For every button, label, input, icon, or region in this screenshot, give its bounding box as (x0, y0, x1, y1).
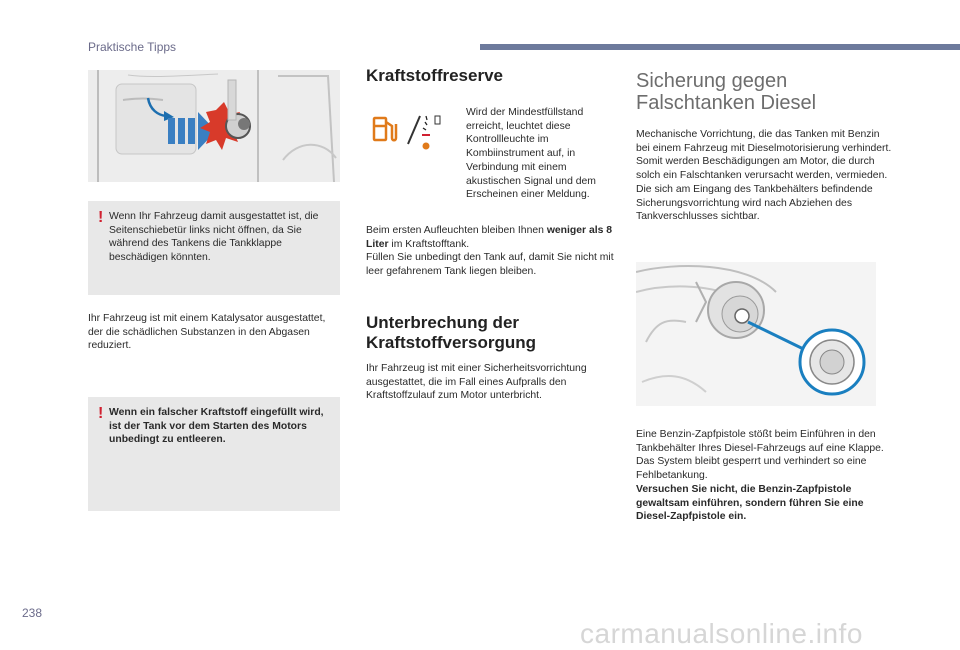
cutoff-paragraph: Ihr Fahrzeug ist mit einer Sicherheitsvorrichtung ausgestattet, die im Fall eines Aufpralls den Kraftstoffzulauf zum Motor unterbricht. (366, 363, 587, 402)
warning-box-sliding-door (88, 201, 340, 295)
watermark: carmanualsonline.info (580, 618, 863, 649)
fuel-warning-lamp-icon (370, 108, 450, 160)
warning-box-wrong-fuel (88, 397, 340, 511)
heading-fuel-cutoff: Unterbrechung der Kraftstoffversorgung (366, 313, 537, 352)
warning-text: Wenn Ihr Fahrzeug damit ausgestattet ist, die Seitenschiebetür links nicht öffnen, da Sie während des Tankens die Tankklappe beschädigen könnten. (109, 211, 319, 264)
header-accent-bar (480, 44, 960, 50)
reserve-detail-bold: weniger als 8 Liter (366, 225, 613, 250)
misfuel-paragraph (636, 128, 894, 224)
benzin-bold-text: Versuchen Sie nicht, die Benzin-Zapfpistole gewaltsam einführen, sondern führen Sie eine Diesel-Zapfpistole ein. (636, 483, 864, 523)
warning-exclamation-icon: ! (98, 405, 104, 422)
reserve-paragraph: Wird der Mindestfüllstand erreicht, leuchtet diese Kontrollleuchte im Kombiinstrument auf, in Verbindung mit einem akustischen Signal und dem Erscheinen einer Meldung. (466, 107, 596, 201)
heading-misfuel-prevention: Sicherung gegen Falschtanken Diesel (636, 70, 817, 114)
warning-exclamation-icon: ! (98, 209, 104, 226)
catalyst-paragraph: Ihr Fahrzeug ist mit einem Katalysator ausgestattet, der die schädlichen Substanzen in den Abgasen reduziert. (88, 313, 326, 352)
reserve-detail-suffix: im Kraftstofftank. (388, 238, 470, 250)
benzin-paragraph (636, 428, 894, 524)
misfuel-device-illustration (636, 262, 876, 406)
misfuel-text-1: Mechanische Vorrichtung, die das Tanken mit Benzin bei einem Fahrzeug mit Dieselmotorisierung verhindert. Somit werden Beschädigungen am Motor, die durch solch ein Falschtanken verursacht werden, vermieden. (636, 129, 892, 182)
reserve-detail-paragraph (366, 224, 614, 279)
fuel-flap-illustration (88, 70, 340, 182)
misfuel-text-2: Die sich am Eingang des Tankbehälters befindende Sicherungsvorrichtung wird nach Abziehen des Tankverschlusses sichtbar. (636, 183, 873, 223)
page-number: 238 (22, 606, 43, 620)
heading-fuel-reserve: Kraftstoffreserve (366, 66, 503, 85)
reserve-detail-2: Füllen Sie unbedingt den Tank auf, damit Sie nicht mit leer gefahrenem Tank liegen bleiben. (366, 252, 614, 278)
benzin-text: Eine Benzin-Zapfpistole stößt beim Einführen in den Tankbehälter Ihres Diesel-Fahrzeugs auf eine Klappe. Das System bleibt gesperrt und verhindert so eine Fehlbetankung. (636, 429, 884, 482)
reserve-detail-prefix: Beim ersten Aufleuchten bleiben Ihnen (366, 225, 547, 236)
section-title: Praktische Tipps (88, 40, 177, 54)
warning-text: Wenn ein falscher Kraftstoff eingefüllt wird, ist der Tank vor dem Starten des Motors unbedingt zu entleeren. (109, 407, 324, 446)
